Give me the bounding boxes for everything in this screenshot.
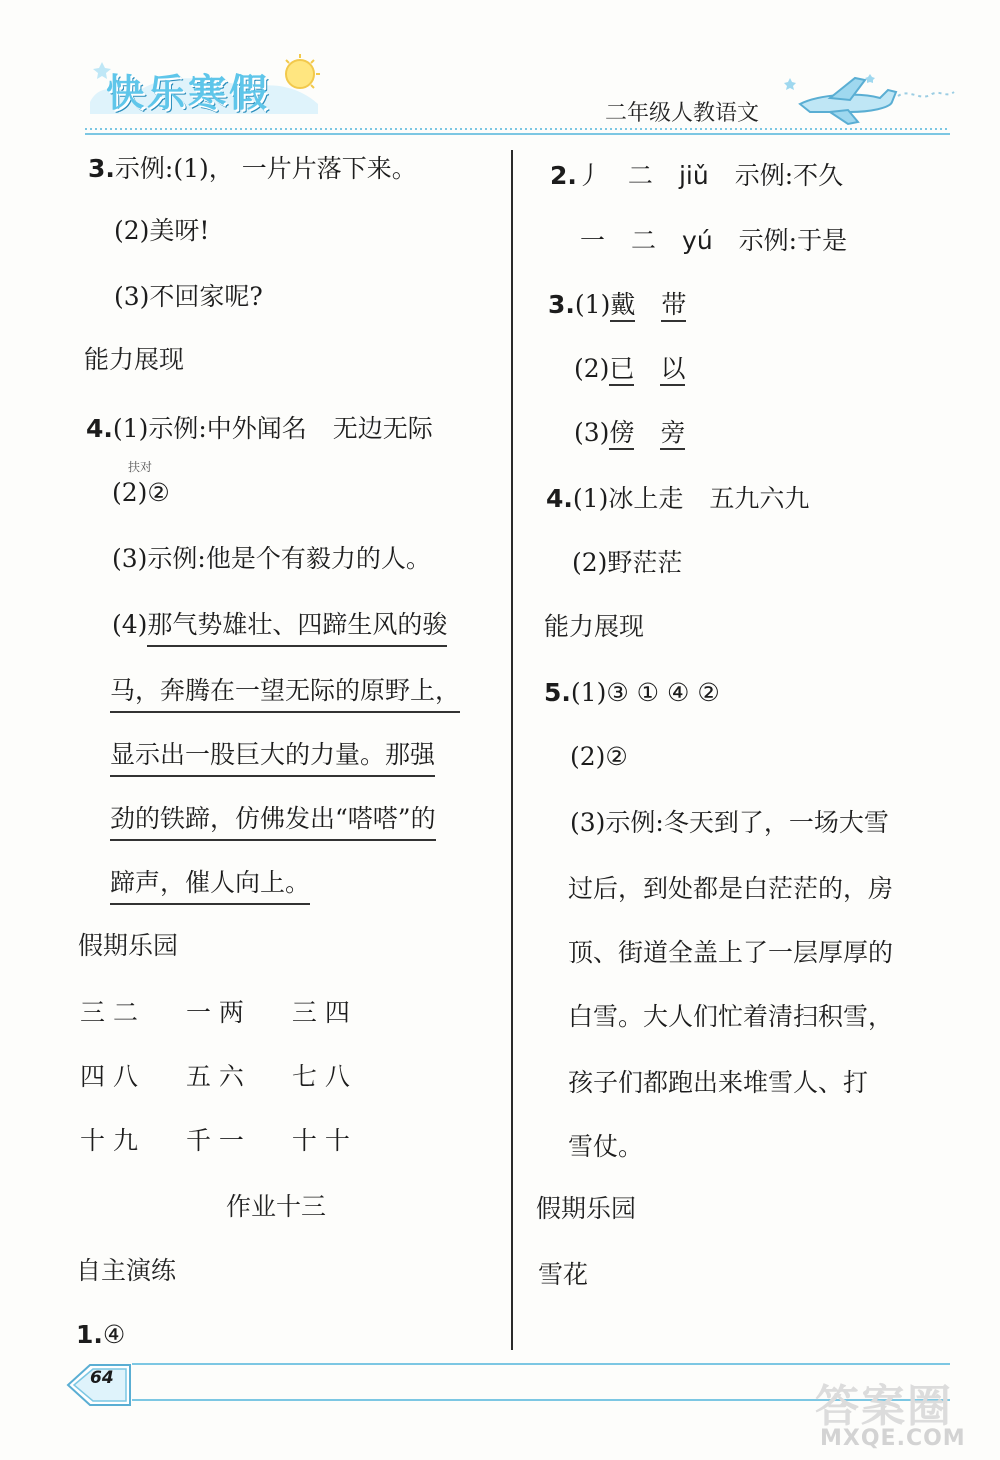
question-3-right-part-3: (3)傍 旁: [574, 420, 685, 450]
header-rule: [85, 127, 950, 137]
answer-line: 白雪。大人们忙着清扫积雪，: [568, 1002, 894, 1031]
fun-row-2: 四 八 五 六 七 八: [80, 1062, 350, 1091]
fun-row-1: 三 二 一 两 三 四: [80, 998, 350, 1027]
question-5-part-3: (3)示例:冬天到了，一场大雪: [570, 808, 889, 837]
handwritten-note: 扶对: [128, 460, 153, 474]
question-1: 1.④: [76, 1320, 126, 1349]
answer-line: 孩子们都跑出来堆雪人、打: [568, 1068, 869, 1097]
airplane-icon: [770, 68, 960, 128]
question-4-part-4: (4)那气势雄壮、四蹄生风的骏: [112, 612, 447, 637]
answer-line: 雪仗。: [568, 1132, 644, 1161]
question-4-part-3: (3)示例:他是个有毅力的人。: [112, 544, 431, 573]
question-4-part-2: (2)②: [112, 478, 170, 507]
question-3-right: 3.(1)戴 带: [548, 292, 686, 322]
star-icon: [784, 78, 796, 90]
question-3-right-part-2: (2)已 以: [574, 356, 685, 386]
grade-label: 二年级人教语文: [605, 101, 760, 126]
question-3-part-3: (3)不回家呢?: [114, 282, 263, 311]
answer-line: 顶、街道全盖上了一层厚厚的: [568, 938, 894, 967]
logo: [80, 52, 330, 122]
answer-line: 劲的铁蹄，仿佛发出“嗒嗒”的: [110, 806, 436, 831]
answer-line: 过后，到处都是白茫茫的，房: [568, 874, 894, 903]
question-2: 2.丿 二 jiǔ 示例:不久: [550, 161, 844, 190]
question-4-right-part-2: (2)野茫茫: [572, 548, 683, 577]
section-heading-ability: 能力展现: [84, 345, 185, 374]
answer-line: 蹄声，催人向上。: [110, 870, 310, 895]
watermark-cn: 答案圈: [815, 1381, 953, 1432]
page-number: 64: [90, 1368, 114, 1388]
question-3-part-2: (2)美呀!: [114, 216, 210, 245]
logo-text: 快乐寒假: [106, 71, 271, 115]
question-4: 4.(1)示例:中外闻名 无边无际: [86, 414, 433, 443]
watermark-en: MXQE.COM: [820, 1426, 966, 1451]
star-icon: [865, 74, 875, 83]
section-heading-fun: 假期乐园: [536, 1194, 637, 1223]
fun-row-3: 十 九 千 一 十 十: [80, 1126, 350, 1155]
fun-answer: 雪花: [538, 1260, 589, 1289]
question-5-part-2: (2)②: [570, 742, 628, 771]
section-heading-ability: 能力展现: [544, 612, 645, 641]
homework-title: 作业十三: [226, 1192, 327, 1221]
question-4-right: 4.(1)冰上走 五九六九: [546, 484, 810, 513]
section-heading-practice: 自主演练: [76, 1256, 177, 1285]
column-divider: [511, 150, 513, 1350]
question-2-line-2: 一 二 yú 示例:于是: [580, 226, 848, 255]
question-5: 5.(1)③ ① ④ ②: [544, 678, 720, 707]
answer-line: 显示出一股巨大的力量。那强: [110, 742, 435, 767]
question-3: 3.示例:(1)， 一片片落下来。: [88, 154, 417, 183]
sun-icon: [286, 60, 314, 88]
watermark: [790, 1370, 990, 1455]
answer-line: 马，奔腾在一望无际的原野上，: [110, 678, 460, 703]
section-heading-fun: 假期乐园: [78, 931, 179, 960]
